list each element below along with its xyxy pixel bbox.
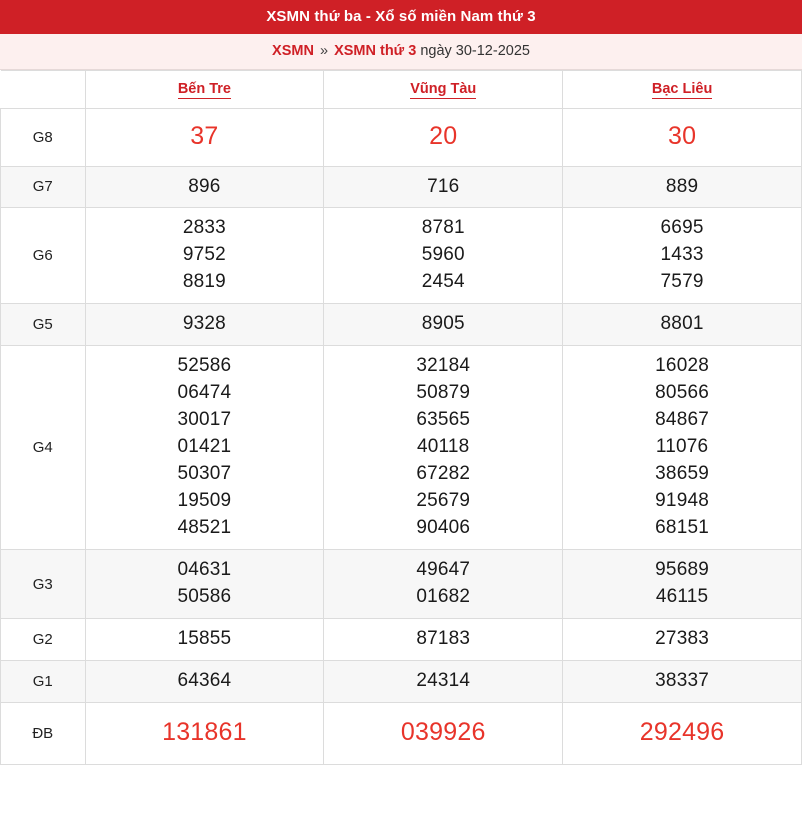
number: 01682 [416, 586, 471, 608]
number: 8801 [660, 313, 704, 335]
prize-numbers-cell [324, 661, 563, 703]
breadcrumb [0, 34, 802, 70]
number: 20 [429, 122, 458, 150]
number: 6695 [660, 217, 704, 239]
table-row [1, 304, 802, 346]
number: 38337 [655, 670, 709, 692]
prize-numbers-cell [563, 661, 802, 703]
prize-numbers-cell [85, 661, 324, 703]
table-header-row [1, 71, 802, 109]
number: 039926 [400, 718, 486, 746]
prize-numbers-cell [324, 550, 563, 619]
prize-numbers-cell [563, 703, 802, 765]
number: 67282 [416, 463, 471, 485]
number: 06474 [177, 382, 232, 404]
number: 5960 [421, 244, 465, 266]
prize-numbers-cell [85, 208, 324, 304]
number: 8905 [421, 313, 465, 335]
number: 48521 [177, 517, 232, 539]
number: 52586 [177, 355, 232, 377]
number: 90406 [416, 517, 471, 539]
prize-numbers-cell [324, 619, 563, 661]
results-table [0, 70, 802, 765]
province-label-1[interactable]: Bến Tre [177, 81, 231, 97]
table-row [1, 661, 802, 703]
prize-numbers-cell [324, 703, 563, 765]
prize-numbers-cell [563, 304, 802, 346]
number: 64364 [177, 670, 232, 692]
prize-label: G3 [1, 550, 86, 619]
number: 38659 [655, 463, 709, 485]
number: 9328 [182, 313, 226, 335]
number: 68151 [655, 517, 709, 539]
table-row [1, 346, 802, 550]
number: 80566 [655, 382, 709, 404]
number: 11076 [655, 436, 709, 458]
number: 84867 [655, 409, 709, 431]
number: 95689 [655, 559, 709, 581]
breadcrumb-date: ngày 30-12-2025 [420, 43, 530, 59]
prize-numbers-cell [563, 550, 802, 619]
number: 30017 [177, 409, 232, 431]
prize-label: ĐB [1, 703, 86, 765]
number: 46115 [655, 586, 709, 608]
province-label-3[interactable]: Bạc Liêu [651, 81, 713, 97]
number: 50879 [416, 382, 471, 404]
number: 131861 [162, 718, 247, 746]
prize-numbers-cell [563, 619, 802, 661]
number: 27383 [655, 628, 709, 650]
column-header-province-3 [563, 71, 802, 109]
number: 2833 [182, 217, 226, 239]
number: 889 [665, 175, 699, 197]
prize-label: G6 [1, 208, 86, 304]
prize-numbers-cell [85, 304, 324, 346]
prize-numbers-cell [324, 346, 563, 550]
province-label-2[interactable]: Vũng Tàu [410, 81, 477, 97]
prize-label: G1 [1, 661, 86, 703]
breadcrumb-separator: » [319, 43, 329, 59]
number: 01421 [177, 436, 232, 458]
number: 2454 [421, 271, 465, 293]
prize-label: G5 [1, 304, 86, 346]
number: 40118 [417, 436, 470, 458]
number: 49647 [416, 559, 471, 581]
number: 15855 [177, 628, 232, 650]
column-header-prize [1, 71, 86, 109]
prize-numbers-cell [85, 703, 324, 765]
prize-numbers-cell [324, 208, 563, 304]
number: 1433 [660, 244, 704, 266]
prize-numbers-cell [324, 166, 563, 208]
breadcrumb-link-xsmn[interactable]: XSMN [272, 43, 314, 59]
prize-numbers-cell [85, 619, 324, 661]
prize-label: G7 [1, 166, 86, 208]
prize-label: G2 [1, 619, 86, 661]
prize-numbers-cell [85, 166, 324, 208]
table-row [1, 109, 802, 167]
number: 292496 [639, 718, 725, 746]
number: 91948 [655, 490, 709, 512]
prize-label: G8 [1, 109, 86, 167]
number: 8781 [421, 217, 465, 239]
results-table-head [1, 71, 802, 109]
number: 37 [190, 122, 219, 150]
table-row [1, 619, 802, 661]
number: 716 [427, 175, 460, 197]
number: 19509 [177, 490, 232, 512]
table-row [1, 208, 802, 304]
page-title: XSMN thứ ba - Xổ số miền Nam thứ 3 [0, 0, 802, 34]
prize-numbers-cell [324, 304, 563, 346]
number: 30 [667, 122, 697, 150]
prize-numbers-cell [563, 346, 802, 550]
number: 50307 [177, 463, 232, 485]
number: 7579 [660, 271, 704, 293]
table-row [1, 166, 802, 208]
number: 8819 [182, 271, 226, 293]
prize-numbers-cell [85, 109, 324, 167]
results-table-body [1, 109, 802, 765]
column-header-province-2 [324, 71, 563, 109]
number: 16028 [655, 355, 709, 377]
number: 32184 [416, 355, 471, 377]
prize-numbers-cell [85, 346, 324, 550]
number: 25679 [416, 490, 471, 512]
column-header-province-1 [85, 71, 324, 109]
prize-numbers-cell [563, 109, 802, 167]
number: 04631 [177, 559, 232, 581]
prize-label: G4 [1, 346, 86, 550]
table-row [1, 703, 802, 765]
table-row [1, 550, 802, 619]
breadcrumb-link-current[interactable]: XSMN thứ 3 [334, 43, 417, 59]
prize-numbers-cell [563, 208, 802, 304]
number: 9752 [182, 244, 226, 266]
prize-numbers-cell [563, 166, 802, 208]
number: 50586 [177, 586, 232, 608]
number: 896 [188, 175, 221, 197]
number: 87183 [416, 628, 471, 650]
number: 24314 [416, 670, 471, 692]
prize-numbers-cell [85, 550, 324, 619]
number: 63565 [416, 409, 471, 431]
prize-numbers-cell [324, 109, 563, 167]
